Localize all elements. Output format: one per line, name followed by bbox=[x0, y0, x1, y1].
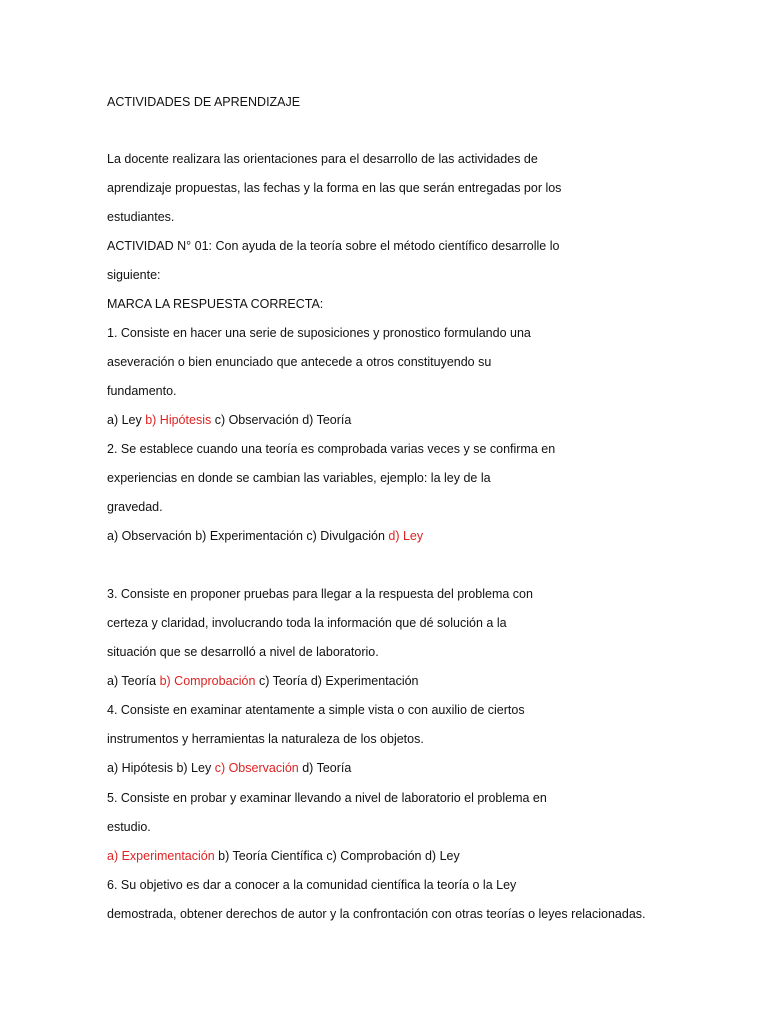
question-4-line-1: 4. Consiste en examinar atentamente a simple vista o con auxilio de ciertos bbox=[107, 703, 525, 717]
option-text: d) Teoría bbox=[298, 761, 352, 775]
instruction: MARCA LA RESPUESTA CORRECTA: bbox=[107, 297, 324, 311]
question-5-line-1: 5. Consiste en probar y examinar llevando a nivel de laboratorio el problema en bbox=[107, 791, 547, 805]
option-text: c) Observación d) Teoría bbox=[211, 413, 352, 427]
question-1-line-2: aseveración o bien enunciado que antecede a otros constituyendo su bbox=[107, 355, 492, 369]
question-4-options bbox=[107, 760, 351, 776]
correct-answer: a) Experimentación bbox=[107, 849, 215, 863]
correct-answer: b) Comprobación bbox=[159, 674, 256, 688]
question-1-line-3: fundamento. bbox=[107, 384, 177, 398]
question-1-options bbox=[107, 412, 351, 428]
question-5-options bbox=[107, 848, 460, 864]
activity-line-1: ACTIVIDAD N° 01: Con ayuda de la teoría sobre el método científico desarrolle lo bbox=[107, 239, 560, 253]
question-2-options bbox=[107, 528, 423, 544]
question-2-line-3: gravedad. bbox=[107, 500, 163, 514]
option-text: b) Teoría Científica c) Comprobación d) Ley bbox=[214, 849, 460, 863]
question-3-line-1: 3. Consiste en proponer pruebas para llegar a la respuesta del problema con bbox=[107, 587, 533, 601]
correct-answer: d) Ley bbox=[388, 529, 424, 543]
document-title: ACTIVIDADES DE APRENDIZAJE bbox=[107, 95, 301, 109]
correct-answer: b) Hipótesis bbox=[145, 413, 212, 427]
intro-line-3: estudiantes. bbox=[107, 210, 175, 224]
question-5-line-2: estudio. bbox=[107, 820, 151, 834]
question-3-line-2: certeza y claridad, involucrando toda la información que dé solución a la bbox=[107, 616, 507, 630]
question-1-line-1: 1. Consiste en hacer una serie de suposiciones y pronostico formulando una bbox=[107, 326, 531, 340]
question-3-options bbox=[107, 673, 419, 689]
question-2-line-1: 2. Se establece cuando una teoría es comprobada varias veces y se confirma en bbox=[107, 442, 556, 456]
option-text: a) Teoría bbox=[107, 674, 160, 688]
option-text: c) Teoría d) Experimentación bbox=[255, 674, 419, 688]
question-2-line-2: experiencias en donde se cambian las variables, ejemplo: la ley de la bbox=[107, 471, 491, 485]
correct-answer: c) Observación bbox=[214, 761, 299, 775]
option-text: a) Ley bbox=[107, 413, 146, 427]
option-text: a) Hipótesis b) Ley bbox=[107, 761, 215, 775]
question-6-line-2: demostrada, obtener derechos de autor y la confrontación con otras teorías o leyes relacionadas. bbox=[107, 907, 646, 921]
question-6-line-1: 6. Su objetivo es dar a conocer a la comunidad científica la teoría o la Ley bbox=[107, 878, 517, 892]
activity-line-2: siguiente: bbox=[107, 268, 161, 282]
intro-line-2: aprendizaje propuestas, las fechas y la forma en las que serán entregadas por los bbox=[107, 181, 562, 195]
intro-line-1: La docente realizara las orientaciones para el desarrollo de las actividades de bbox=[107, 152, 538, 166]
question-3-line-3: situación que se desarrolló a nivel de laboratorio. bbox=[107, 645, 379, 659]
option-text: a) Observación b) Experimentación c) Divulgación bbox=[107, 529, 389, 543]
question-4-line-2: instrumentos y herramientas la naturaleza de los objetos. bbox=[107, 732, 424, 746]
